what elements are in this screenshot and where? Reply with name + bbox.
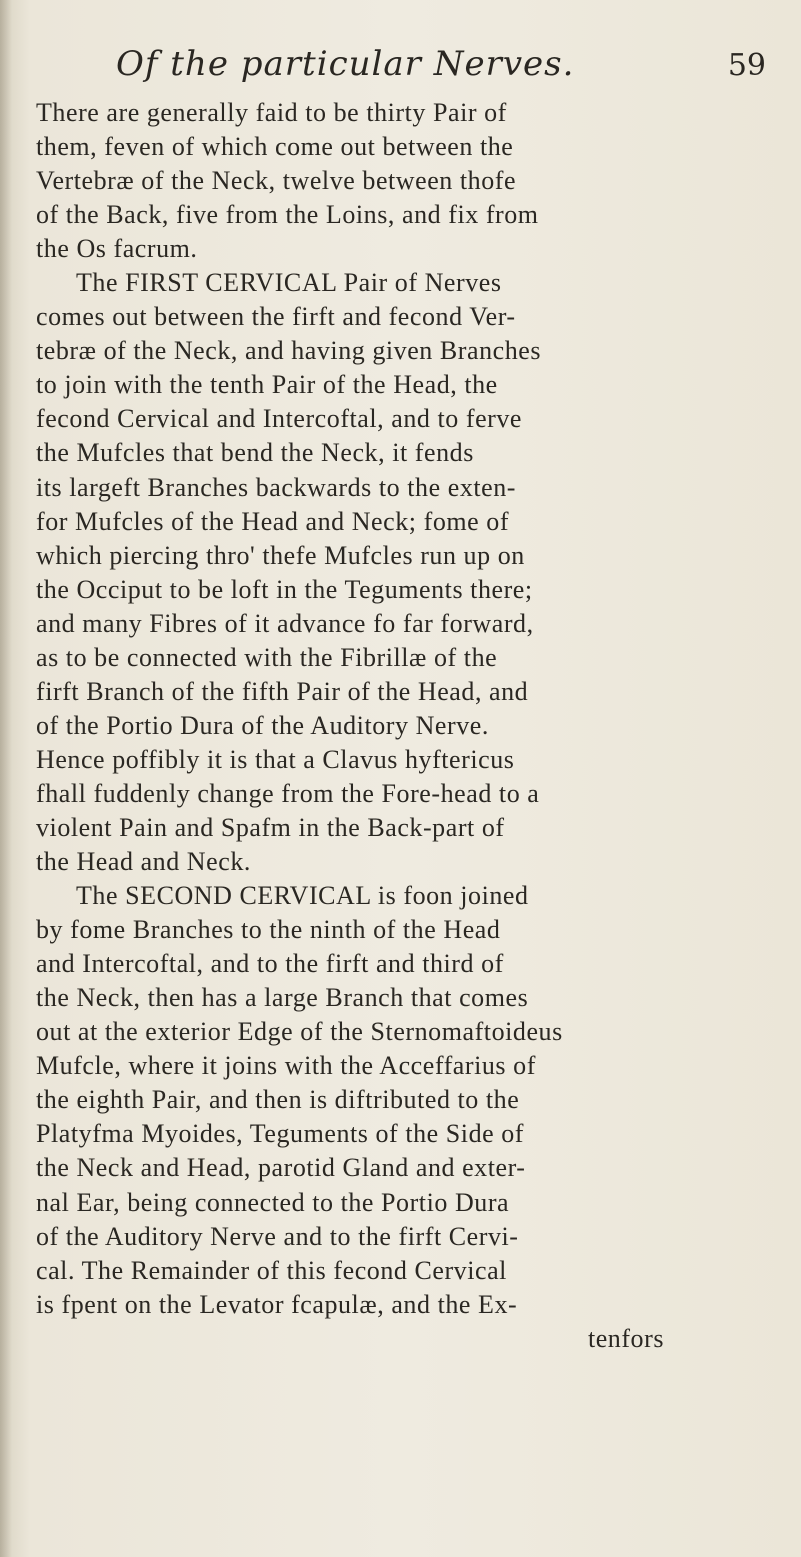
text-line: firft Branch of the fifth Pair of the Head, and [36, 676, 529, 706]
paragraph-start-line: The SECOND CERVICAL is foon joined [76, 881, 529, 911]
text-line: the Os facrum. [36, 234, 198, 264]
paragraph-start-line: The FIRST CERVICAL Pair of Nerves [76, 268, 502, 298]
text-line: to join with the tenth Pair of the Head, the [36, 370, 498, 400]
text-line: Mufcle, where it joins with the Acceffarius of [36, 1051, 536, 1081]
page-gutter-shadow [0, 0, 12, 1557]
body-text [36, 96, 776, 1356]
text-line: and Intercoftal, and to the firft and third of [36, 949, 504, 979]
text-line: violent Pain and Spafm in the Back-part of [36, 812, 505, 842]
text-line: by fome Branches to the ninth of the Head [36, 915, 501, 945]
text-line: for Mufcles of the Head and Neck; fome of [36, 506, 510, 536]
text-line: fhall fuddenly change from the Fore-head to a [36, 778, 540, 808]
text-line: nal Ear, being connected to the Portio Dura [36, 1187, 510, 1217]
text-line: of the Back, five from the Loins, and fix from [36, 200, 539, 230]
text-line: tebræ of the Neck, and having given Branches [36, 336, 542, 366]
running-head: Of the particular Nerves. [116, 44, 575, 84]
text-line: which piercing thro' thefe Mufcles run up on [36, 540, 525, 570]
text-line: out at the exterior Edge of the Sternomaftoideus [36, 1017, 563, 1047]
text-line: the Head and Neck. [36, 847, 251, 877]
text-line: the eighth Pair, and then is diftributed to the [36, 1085, 520, 1115]
text-line: its largeft Branches backwards to the exten- [36, 472, 516, 502]
text-line: them, feven of which come out between the [36, 132, 514, 162]
text-line: cal. The Remainder of this fecond Cervical [36, 1255, 507, 1285]
text-line: Platyfma Myoides, Teguments of the Side of [36, 1119, 525, 1149]
text-line: the Mufcles that bend the Neck, it fends [36, 438, 474, 468]
text-line: Vertebræ of the Neck, twelve between thofe [36, 166, 517, 196]
text-line: the Neck and Head, parotid Gland and exter- [36, 1153, 526, 1183]
text-line: is fpent on the Levator fcapulæ, and the Ex- [36, 1289, 518, 1319]
text-line: of the Portio Dura of the Auditory Nerve. [36, 710, 489, 740]
page-header [116, 44, 766, 88]
text-line: and many Fibres of it advance fo far forward, [36, 608, 534, 638]
page-number: 59 [727, 48, 766, 83]
catchword: tenfors [587, 1323, 664, 1353]
text-line: the Occiput to be loft in the Teguments there; [36, 574, 533, 604]
text-line: comes out between the firft and fecond Ver- [36, 302, 516, 332]
text-line: There are generally faid to be thirty Pair of [36, 98, 507, 127]
text-line: of the Auditory Nerve and to the firft Cervi- [36, 1221, 519, 1251]
text-line: fecond Cervical and Intercoftal, and to ferve [36, 404, 523, 434]
text-line: the Neck, then has a large Branch that comes [36, 983, 529, 1013]
text-line: as to be connected with the Fibrillæ of the [36, 642, 498, 672]
text-line: Hence poffibly it is that a Clavus hyftericus [36, 744, 515, 774]
